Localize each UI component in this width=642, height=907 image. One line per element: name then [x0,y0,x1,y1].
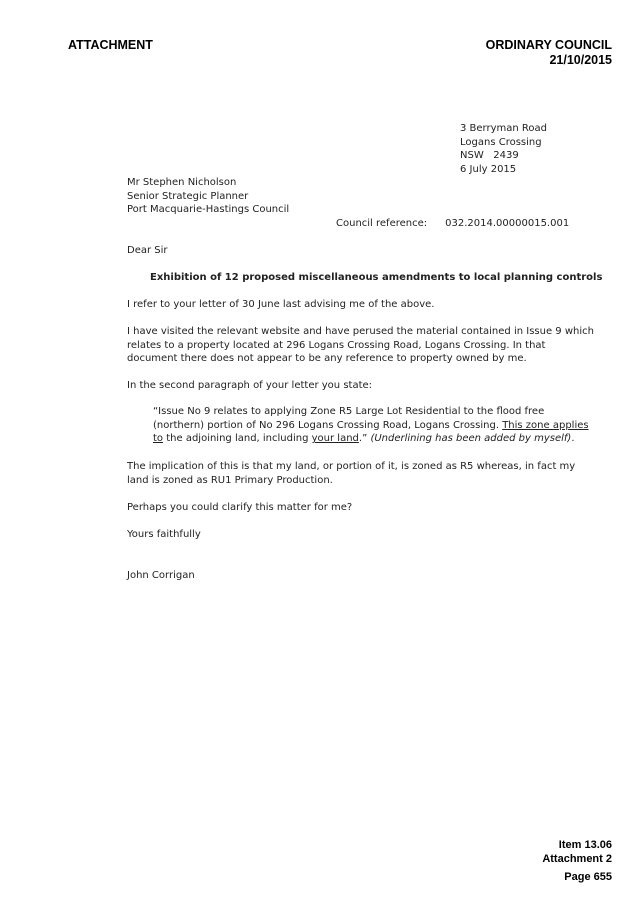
paragraph-1: I refer to your letter of 30 June last advising me of the above. [127,299,435,310]
header-attachment-label: ATTACHMENT [68,38,153,52]
quote-line [153,419,589,433]
footer-item-number: Item 13.06 [558,839,612,851]
sender-state-postcode: NSW 2439 [460,150,519,162]
council-reference-value: 032.2014.00000015.001 [445,218,570,229]
council-reference-label: Council reference: [336,218,428,229]
quote-italic-note: (Underlining has been added by myself) [370,433,572,445]
paragraph-2-line: I have visited the relevant website and have perused the material contained in Issue 9 which [127,326,594,337]
quote-text: the adjoining land, including [163,433,312,445]
sender-street: 3 Berryman Road [460,123,547,134]
recipient-name: Mr Stephen Nicholson [127,177,237,188]
salutation: Dear Sir [127,245,168,256]
quote-line [153,432,575,446]
quote-text: (northern) portion of No 296 Logans Crossing Road, Logans Crossing. [153,419,503,431]
paragraph-2-line: relates to a property located at 296 Logans Crossing Road, Logans Crossing. In that [127,339,546,351]
footer-item-info [542,839,612,866]
quoted-passage [153,405,589,446]
letter-subject: Exhibition of 12 proposed miscellaneous amendments to local planning controls [150,272,603,283]
letter-date: 6 July 2015 [460,163,517,175]
sender-locality: Logans Crossing [460,136,542,148]
header-meeting-date: 21/10/2015 [549,53,612,67]
paragraph-3: In the second paragraph of your letter you state: [127,380,373,391]
paragraph-4-line: The implication of this is that my land, or portion of it, is zoned as R5 whereas, in fact my [127,461,576,472]
quote-line: “Issue No 9 relates to applying Zone R5 Large Lot Residential to the flood free [153,406,545,417]
sender-address [460,122,547,176]
quote-text: . [571,433,575,445]
signature-name: John Corrigan [127,570,195,581]
footer-page-number: Page 655 [564,871,612,883]
paragraph-2 [127,325,594,366]
quote-underlined-text: your land [311,433,359,445]
quote-underlined-text: to [153,433,164,445]
signoff: Yours faithfully [127,529,201,540]
paragraph-2-line: document there does not appear to be any reference to property owned by me. [127,353,527,365]
footer-attachment-number: Attachment 2 [542,852,612,865]
recipient-title: Senior Strategic Planner [127,190,249,202]
paragraph-5: Perhaps you could clarify this matter for me? [127,502,353,513]
recipient-block [127,176,289,217]
quote-text: .” [358,433,371,445]
recipient-organisation: Port Macquarie-Hastings Council [127,204,290,216]
paragraph-4 [127,460,576,487]
council-reference [336,217,569,231]
header-meeting-info [486,38,612,68]
header-meeting-name: ORDINARY COUNCIL [485,38,612,52]
quote-underlined-text: This zone applies [502,419,589,431]
paragraph-4-line: land is zoned as RU1 Primary Production. [127,474,333,486]
